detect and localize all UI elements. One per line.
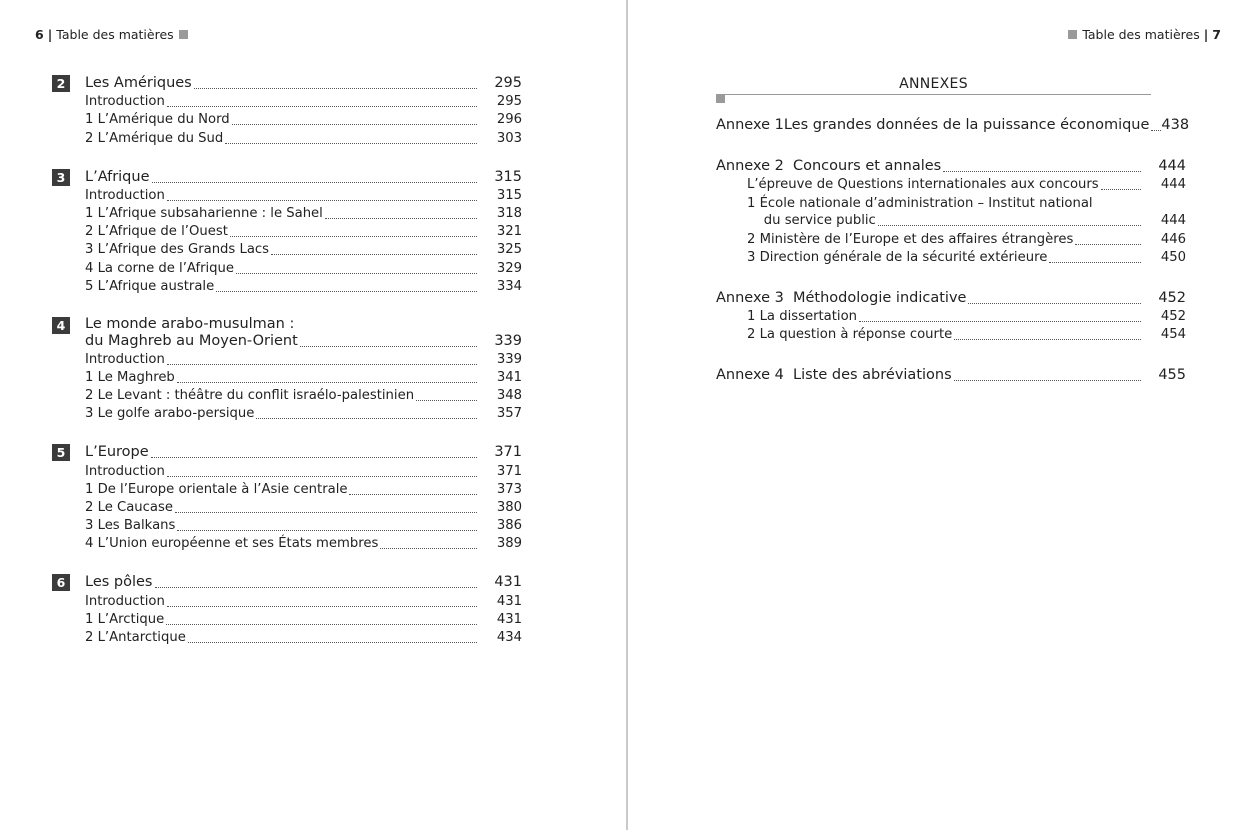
annex-title: Liste des abréviations [793,367,952,384]
entry-label: Introduction [85,463,165,479]
right-page [629,0,1255,830]
toc-entry[interactable] [52,535,522,553]
toc-entry[interactable] [52,517,522,535]
annexes-heading-rule [716,94,1151,104]
left-page-number: 6 [35,27,44,42]
chapter-number-badge: 4 [52,317,70,334]
dot-leader [1101,189,1141,190]
annex-title-row[interactable] [716,116,1190,135]
annex-page: 452 [1158,289,1186,306]
toc-entry[interactable] [52,93,522,111]
entry-label: 3 Direction générale de la sécurité extérieure [747,249,1048,265]
toc-entry[interactable] [52,187,522,205]
entry-page: 315 [496,187,522,203]
entry-label: 3 Les Balkans [85,518,176,534]
entry-page: 431 [496,593,522,609]
dot-leader [349,494,477,495]
toc-entry[interactable] [52,205,522,223]
annexes-toc [716,74,1190,385]
entry-label: 2 Le Caucase [85,500,173,515]
dot-leader [325,218,477,219]
entry-page: 348 [496,388,522,404]
annex-entry-multiline[interactable] [716,196,1186,230]
dot-leader [188,642,477,643]
chapter-6 [52,573,522,647]
chapter-number-badge: 2 [52,75,70,92]
chapter-title: L’Europe [85,444,149,461]
entry-label: 3 L’Afrique des Grands Lacs [85,242,270,258]
annex-label: Annexe 3 [716,289,784,306]
chapter-4 [52,316,522,424]
right-header-separator: | [1203,27,1209,42]
dot-leader [151,457,477,458]
left-running-header [35,27,188,42]
toc-entry[interactable] [52,405,522,423]
chapter-number-badge: 3 [52,169,70,186]
entry-label: 2 L’Amérique du Sud [85,130,224,146]
chapter-number-badge: 5 [52,444,70,461]
chapter-toc [52,74,522,667]
dot-leader [177,530,477,531]
entry-label: Introduction [85,94,165,110]
annex-entry[interactable] [716,326,1186,344]
annex-page: 455 [1158,367,1186,384]
entry-label: 1 L’Amérique du Nord [85,112,230,128]
chapter-number-badge: 6 [52,574,70,591]
dot-leader [177,382,477,383]
dot-leader [167,106,477,107]
annex-3 [716,289,1186,344]
dot-leader [232,124,477,125]
dot-leader [167,476,477,477]
annex-label: Annexe 1 [716,117,784,133]
dot-leader [1049,262,1141,263]
dot-leader [300,346,477,347]
toc-entry[interactable] [52,629,522,647]
chapter-page: 371 [494,444,522,461]
entry-page: 325 [496,242,522,258]
annex-title-row[interactable] [716,289,1186,308]
annex-2 [716,157,1186,267]
entry-page: 303 [496,130,522,146]
chapter-title-line1: Le monde arabo-musulman : [85,315,295,332]
chapter-title-row[interactable] [52,74,522,93]
chapter-2 [52,74,522,148]
toc-entry[interactable] [52,223,522,241]
dot-leader [1151,130,1161,131]
dot-leader [878,225,1141,226]
dot-leader [954,339,1141,340]
chapter-title: Les Amériques [85,75,192,91]
entry-label: 4 L’Union européenne et ses États membres [85,536,379,552]
toc-entry[interactable] [52,369,522,387]
annexes-heading: ANNEXES [899,76,968,92]
right-header-title: Table des matières [1082,27,1200,42]
dot-leader [256,418,477,419]
annex-1 [716,116,1190,135]
toc-entry[interactable] [52,278,522,296]
toc-entry[interactable] [52,462,522,480]
toc-entry[interactable] [52,351,522,369]
dot-leader [380,548,477,549]
chapter-title-row[interactable] [52,443,522,462]
dot-leader [954,380,1141,381]
entry-label: Introduction [85,351,165,367]
annex-entry[interactable] [716,308,1186,326]
entry-page: 318 [496,205,522,221]
annex-label: Annexe 2 [716,158,784,174]
entry-label: 2 Le Levant : théâtre du conflit israélo-palestinien [85,388,415,404]
entry-page: 454 [1160,327,1186,343]
chapter-title-row [52,332,522,351]
entry-label: L’épreuve de Questions internationales aux concours [747,177,1099,193]
toc-entry[interactable] [52,111,522,129]
chapter-5 [52,443,522,553]
dot-leader [1075,244,1141,245]
entry-page: 371 [496,463,522,479]
chapter-page: 295 [494,75,522,91]
annex-page: 444 [1158,158,1186,174]
entry-page: 386 [496,518,522,534]
entry-label-line1: 1 École nationale d’administration – Institut national [747,196,1093,212]
annex-entry[interactable] [716,176,1186,194]
entry-page: 389 [496,536,522,552]
toc-entry[interactable] [52,611,522,629]
chapter-title: L’Afrique [85,168,150,185]
entry-page: 339 [496,351,522,367]
dot-leader [236,273,477,274]
dot-leader [416,400,477,401]
dot-leader [271,254,477,255]
dot-leader [167,606,477,607]
chapter-title: Les pôles [85,574,153,591]
toc-entry[interactable] [52,259,522,277]
dot-leader [943,171,1141,172]
annex-page: 438 [1161,117,1190,133]
toc-entry[interactable] [52,387,522,405]
dot-leader [155,587,478,588]
chapter-title-row[interactable] [52,168,522,187]
annex-title-row[interactable] [716,157,1186,176]
rule-marker-square-icon [716,94,725,103]
annex-entry [716,212,1186,230]
toc-entry[interactable] [52,241,522,259]
left-header-separator: | [47,27,53,42]
entry-label: 2 La question à réponse courte [747,327,953,343]
annex-title: Méthodologie indicative [793,289,967,306]
annex-title-row[interactable] [716,366,1186,385]
entry-page: 444 [1160,213,1186,229]
chapter-page: 339 [494,332,522,349]
header-marker-square-icon [179,30,188,39]
entry-page: 452 [1160,308,1186,324]
page-gutter-divider [626,0,628,830]
chapter-title-block[interactable] [52,316,522,351]
entry-label: 2 L’Afrique de l’Ouest [85,224,228,240]
toc-entry[interactable] [52,481,522,499]
entry-label: Introduction [85,593,165,609]
annex-entry[interactable] [716,249,1186,267]
annex-entry[interactable] [716,230,1186,248]
entry-page: 380 [496,500,522,515]
entry-page: 444 [1160,177,1186,193]
entry-page: 334 [496,278,522,294]
right-running-header [1068,27,1221,42]
dot-leader [194,88,477,89]
chapter-title-row[interactable] [52,573,522,592]
chapter-3 [52,168,522,296]
dot-leader [968,303,1141,304]
dot-leader [167,364,477,365]
annex-4 [716,366,1186,385]
entry-label: du service public [747,213,876,229]
chapter-page: 315 [494,168,522,185]
entry-label: 1 De l’Europe orientale à l’Asie centrale [85,481,348,497]
entry-page: 357 [496,406,522,422]
header-marker-square-icon [1068,30,1077,39]
annex-title: Les grandes données de la puissance économique [783,117,1150,133]
dot-leader [167,200,477,201]
annex-title: Concours et annales [793,158,942,174]
entry-page: 329 [496,260,522,276]
chapter-page: 431 [494,574,522,591]
annex-label: Annexe 4 [716,367,784,384]
right-page-number: 7 [1212,27,1221,42]
entry-page: 321 [496,224,522,240]
dot-leader [230,236,477,237]
entry-label: 1 L’Arctique [85,611,165,627]
chapter-title: du Maghreb au Moyen-Orient [85,332,298,349]
dot-leader [225,143,477,144]
entry-page: 295 [496,94,522,110]
toc-entry[interactable] [52,129,522,147]
toc-entry[interactable] [52,499,522,517]
entry-label: 3 Le golfe arabo-persique [85,406,255,422]
dot-leader [175,512,477,513]
entry-page: 373 [496,481,522,497]
left-header-title: Table des matières [56,27,174,42]
dot-leader [859,321,1141,322]
dot-leader [216,291,477,292]
entry-label: 2 Ministère de l’Europe et des affaires étrangères [747,231,1074,247]
entry-label: 5 L’Afrique australe [85,278,215,294]
entry-label: 4 La corne de l’Afrique [85,260,235,276]
entry-page: 450 [1160,249,1186,265]
entry-label: 1 Le Maghreb [85,370,175,386]
entry-page: 431 [496,611,522,627]
toc-entry[interactable] [52,592,522,610]
entry-label: Introduction [85,187,165,203]
dot-leader [166,624,477,625]
entry-page: 434 [496,629,522,645]
left-page [0,0,627,830]
entry-label: 1 L’Afrique subsaharienne : le Sahel [85,205,323,221]
dot-leader [152,182,478,183]
entry-page: 341 [496,370,522,386]
entry-label: 1 La dissertation [747,308,858,324]
entry-page: 446 [1160,231,1186,247]
entry-page: 296 [496,112,522,128]
entry-label: 2 L’Antarctique [85,629,186,645]
